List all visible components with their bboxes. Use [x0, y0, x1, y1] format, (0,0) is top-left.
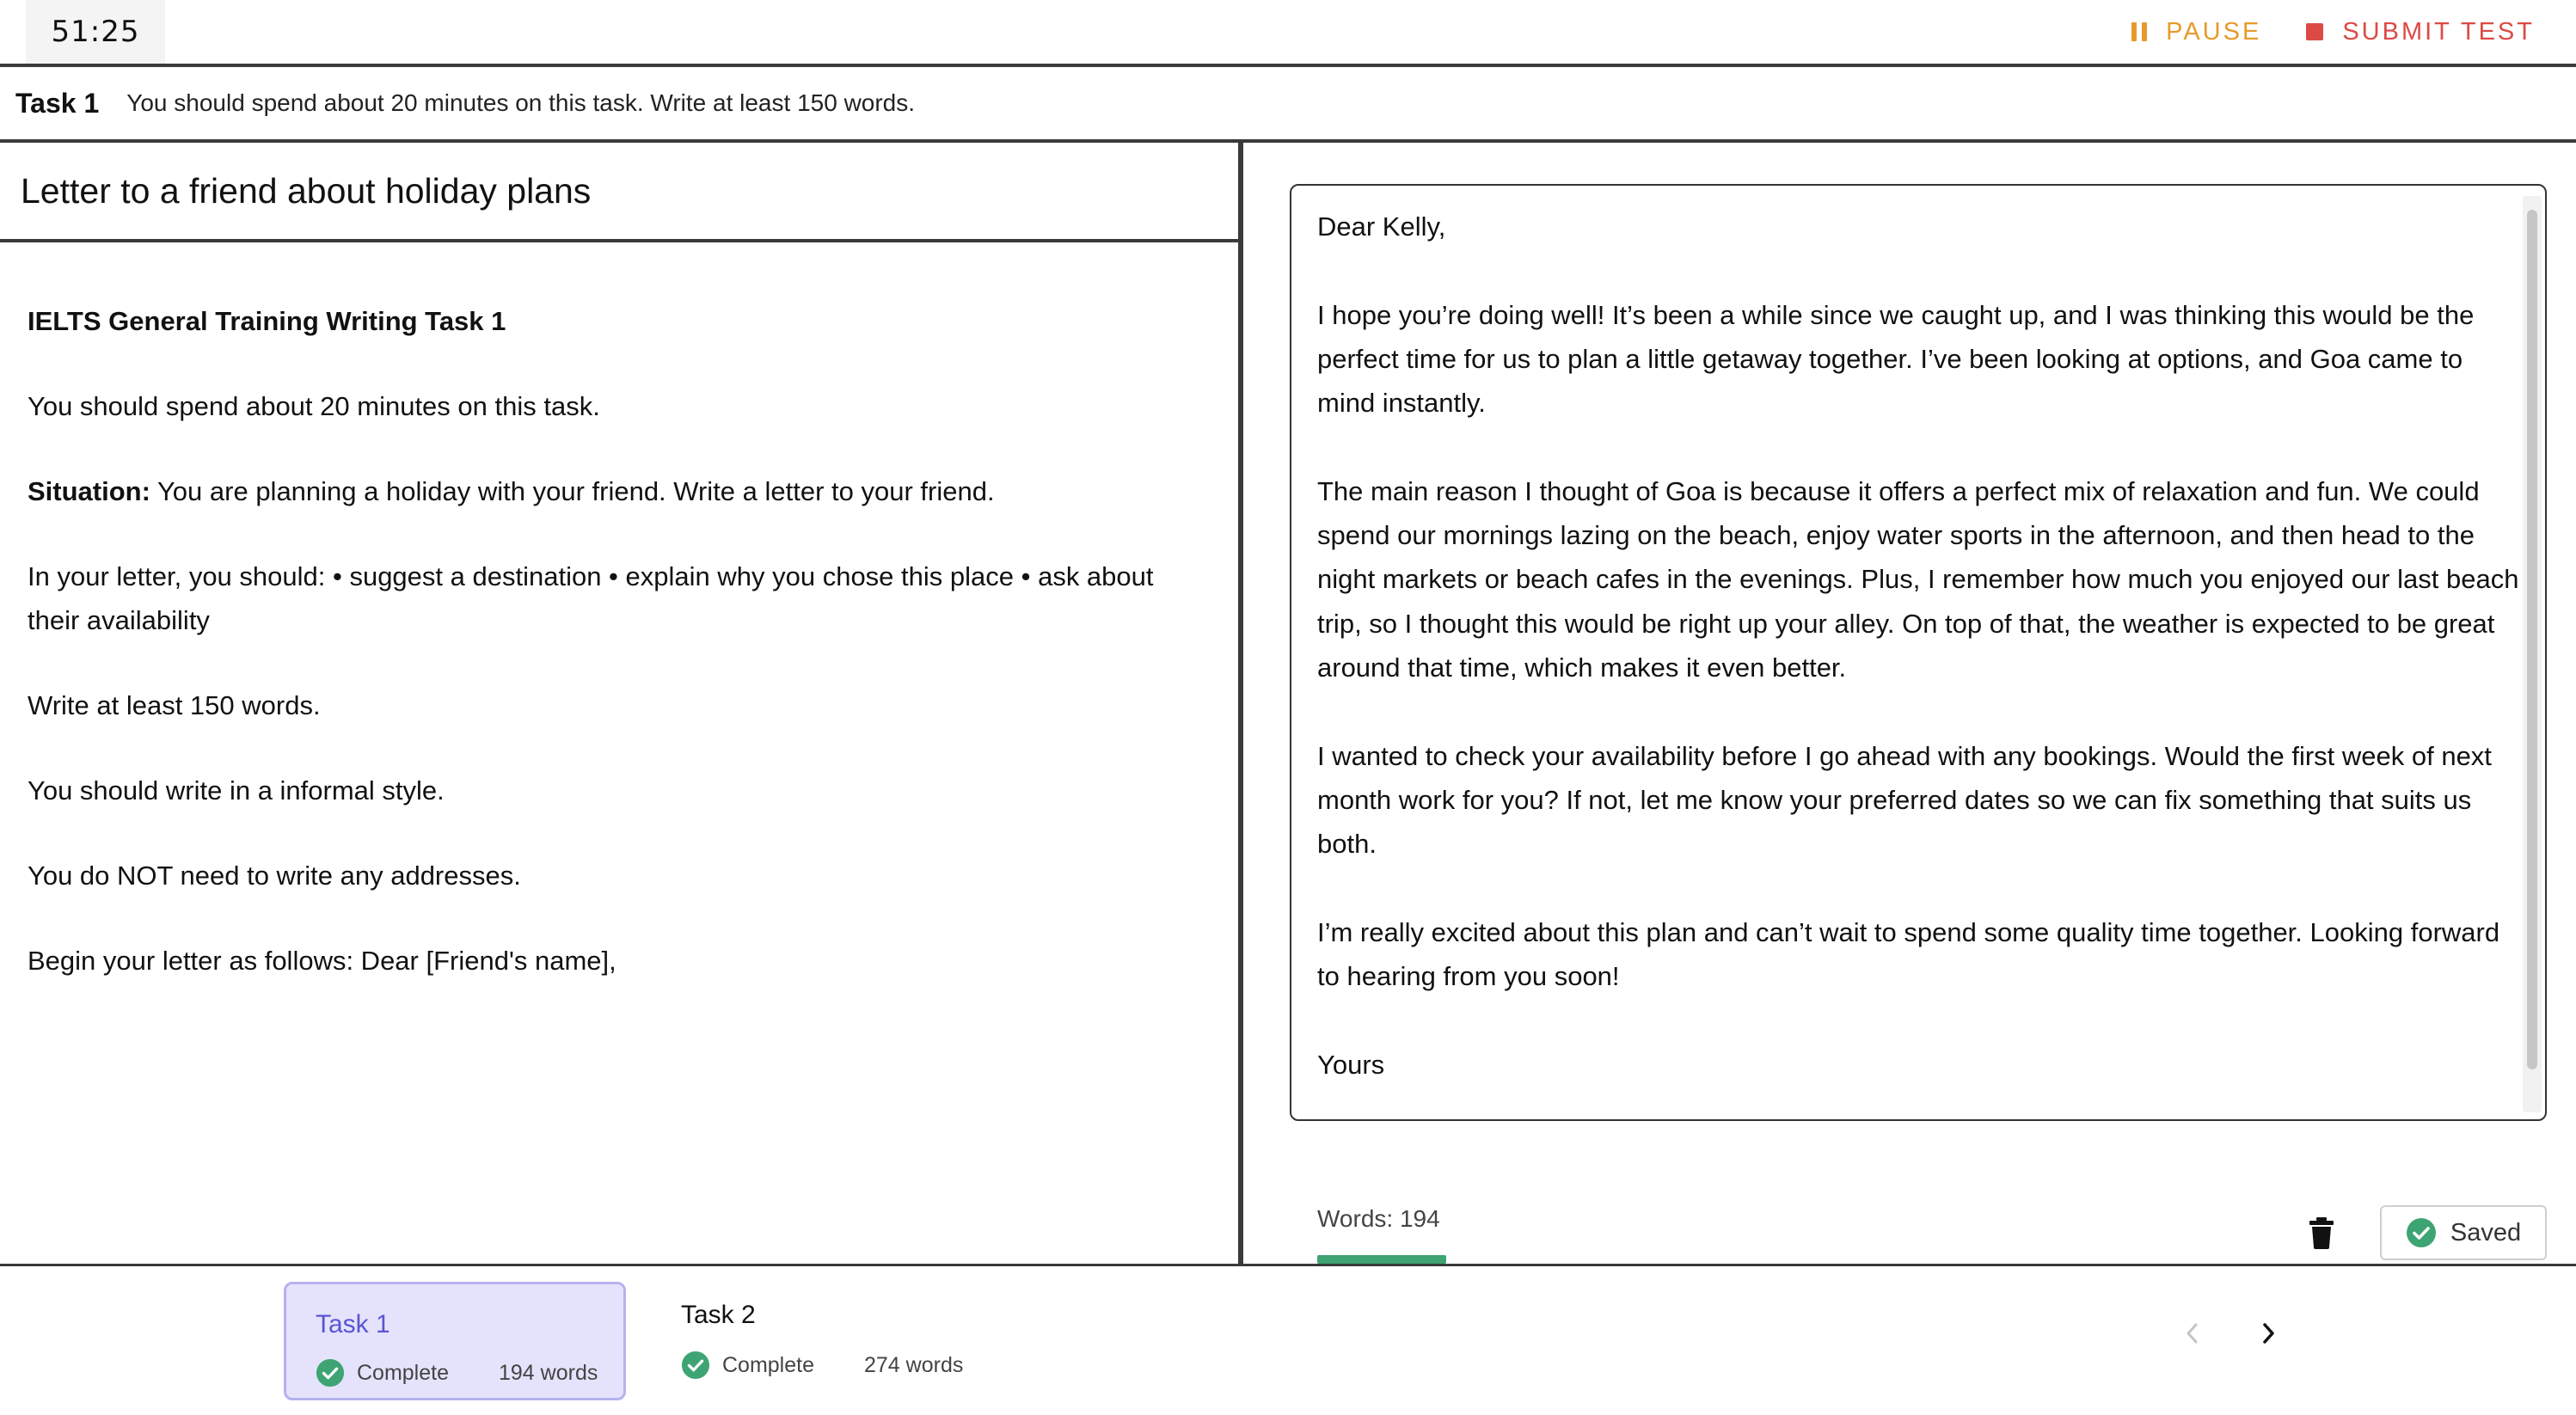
response-panel	[1248, 143, 2576, 1264]
task-status: Complete	[357, 1360, 449, 1385]
response-paragraph: The main reason I thought of Goa is because it offers a perfect mix of relaxation and fun. We could spend our mornings lazing on the beach, enjoy water sports in the afternoon, and then head to the night markets or beach cafes in the evenings. Plus, I remember how much you enjoyed our last beach trip, so I thought this would be right up your alley. On top of that, the weather is expected to be great around that time, which makes it even better.	[1317, 475, 2519, 683]
trash-icon[interactable]	[2308, 1216, 2335, 1250]
prompt-situation	[28, 469, 1212, 513]
submit-label: SUBMIT TEST	[2342, 17, 2535, 46]
task-word-count: 274 words	[864, 1352, 964, 1377]
chevron-left-icon[interactable]	[2175, 1316, 2210, 1351]
check-circle-icon	[316, 1358, 345, 1387]
top-bar	[0, 0, 2576, 67]
pause-icon	[2131, 22, 2147, 41]
task-tab-2[interactable]	[671, 1282, 1032, 1400]
task-tab-name: Task 2	[681, 1301, 756, 1329]
response-text[interactable]	[1317, 205, 2521, 1121]
response-paragraph: Dear Kelly,	[1317, 211, 1446, 242]
pause-button[interactable]	[2131, 18, 2261, 46]
prompt-begin: Begin your letter as follows: Dear [Friend's name],	[28, 946, 616, 976]
saved-status-button[interactable]	[2380, 1205, 2547, 1260]
word-count-progress-bar	[1317, 1255, 1446, 1264]
response-editor[interactable]	[1290, 184, 2547, 1121]
situation-text: You are planning a holiday with your friend. Write a letter to your friend.	[150, 476, 995, 506]
task-pager	[2175, 1316, 2285, 1351]
editor-scrollbar[interactable]	[2523, 196, 2542, 1112]
stop-icon	[2306, 23, 2323, 40]
response-paragraph: I’m really excited about this plan and can’t wait to spend some quality time together. Looking forward to hearing from you soon!	[1317, 916, 2500, 992]
response-paragraph: I wanted to check your availability before I go ahead with any bookings. Would the first week of next month work for you? If not, let me know your preferred dates so we can fix something that suits us both.	[1317, 740, 2492, 860]
task-instruction-bar	[0, 67, 2576, 143]
check-circle-icon	[2406, 1217, 2437, 1248]
word-count: Words: 194	[1317, 1205, 1440, 1232]
task-tab-meta	[316, 1358, 598, 1387]
response-paragraph: I hope you’re doing well! It’s been a while since we caught up, and I was thinking this would be the perfect time for us to plan a little getaway together. I’ve been looking at options, and Goa came to mind instantly.	[1317, 299, 2475, 419]
editor-scrollbar-thumb[interactable]	[2527, 210, 2537, 1069]
prompt-style: You should write in a informal style.	[28, 775, 445, 806]
prompt-heading: IELTS General Training Writing Task 1	[28, 306, 506, 336]
saved-label: Saved	[2450, 1218, 2522, 1247]
prompt-title: Letter to a friend about holiday plans	[0, 143, 1238, 242]
task-label: Task 1	[15, 87, 100, 119]
prompt-body	[0, 242, 1238, 983]
pause-label: PAUSE	[2166, 17, 2262, 46]
situation-label: Situation:	[28, 476, 150, 506]
prompt-bullets: In your letter, you should: • suggest a destination • explain why you chose this place • ask about their availability	[28, 561, 1154, 635]
task-tab-1[interactable]	[284, 1282, 626, 1400]
response-paragraph: Yours	[1317, 1049, 1385, 1080]
test-actions	[2131, 0, 2535, 64]
check-circle-icon	[681, 1351, 710, 1380]
countdown-timer: 51:25	[26, 0, 165, 64]
prompt-panel	[0, 143, 1243, 1264]
prompt-addresses: You do NOT need to write any addresses.	[28, 861, 521, 891]
task-tab-name: Task 1	[316, 1310, 390, 1338]
submit-test-button[interactable]	[2306, 18, 2535, 46]
task-word-count: 194 words	[499, 1360, 598, 1385]
task-tab-meta	[681, 1351, 963, 1380]
task-status: Complete	[722, 1352, 814, 1377]
prompt-time: You should spend about 20 minutes on this task.	[28, 391, 600, 421]
task-instruction: You should spend about 20 minutes on this task. Write at least 150 words.	[126, 89, 916, 116]
prompt-min-words: Write at least 150 words.	[28, 690, 321, 720]
task-navigation-bar	[0, 1264, 2576, 1415]
chevron-right-icon[interactable]	[2251, 1316, 2285, 1351]
